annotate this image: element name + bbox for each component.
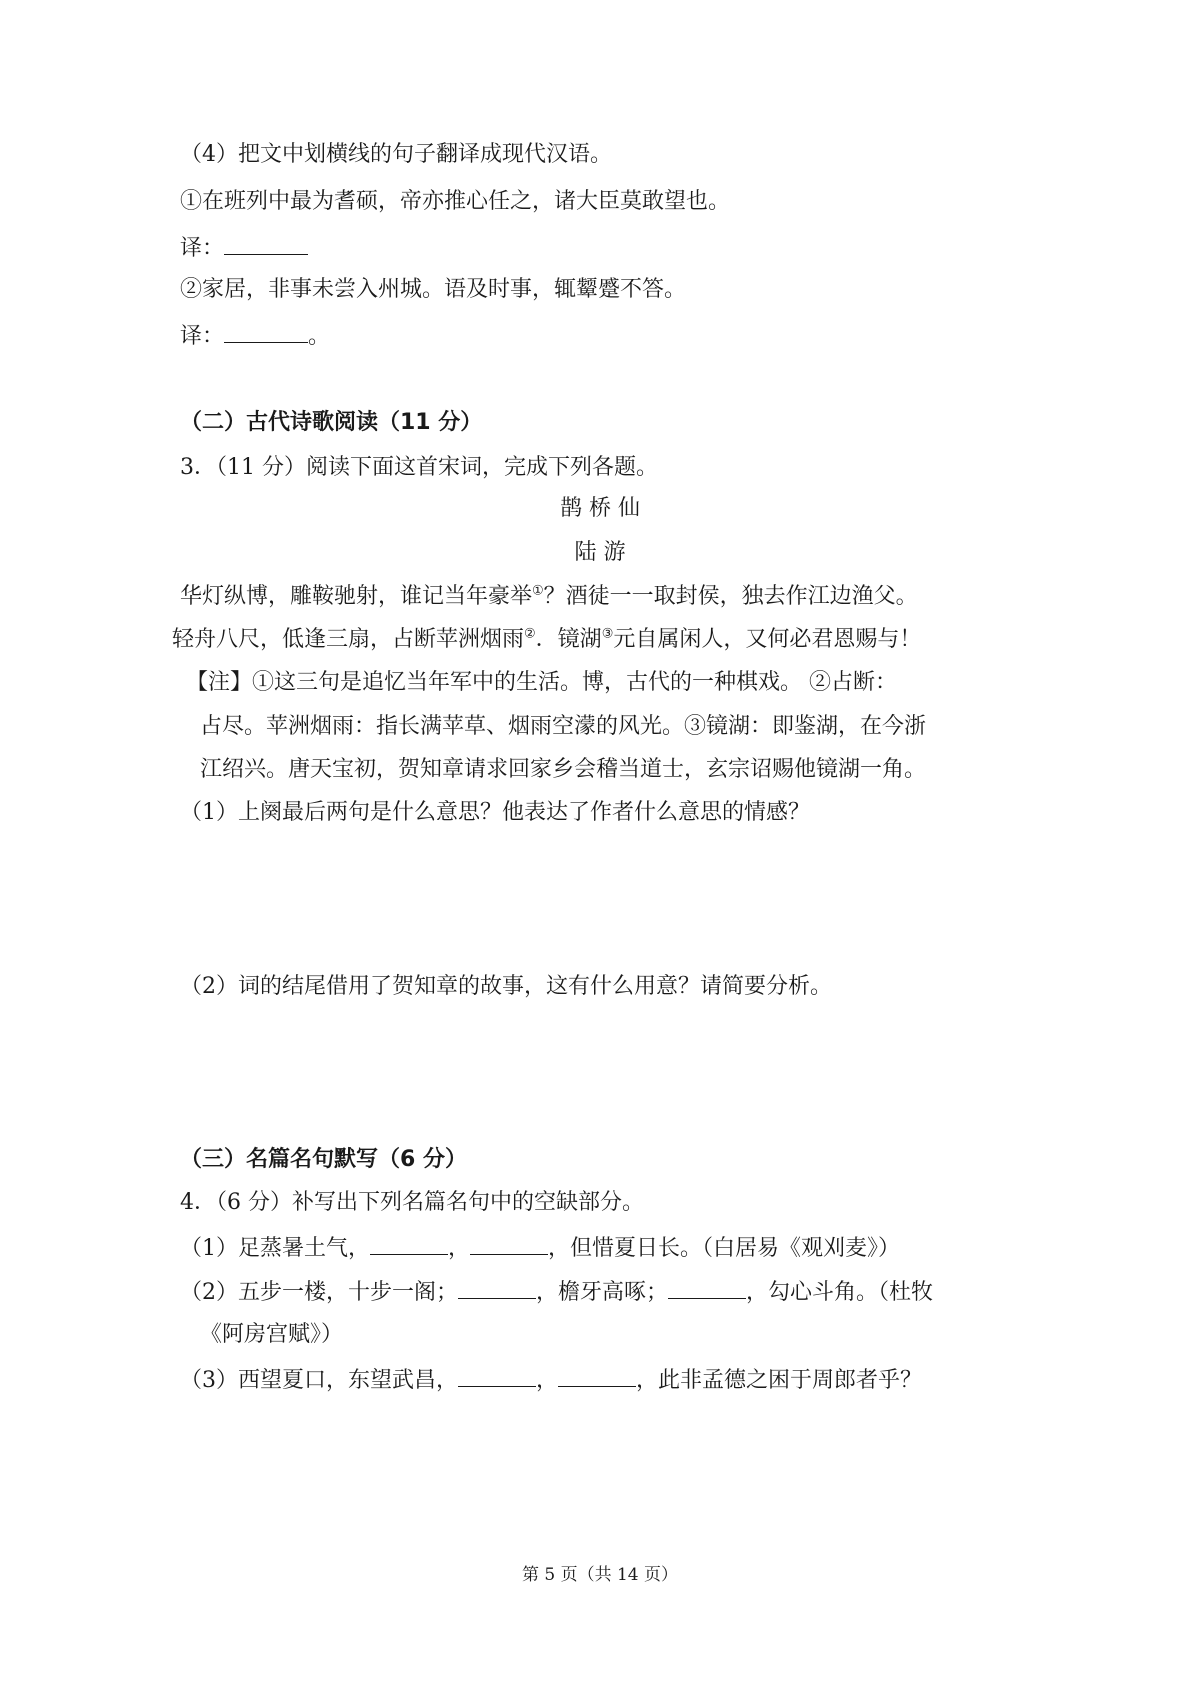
answer-blank <box>224 320 308 343</box>
answer-blank <box>458 1364 536 1387</box>
answer-blank <box>558 1364 636 1387</box>
translation-1 <box>180 232 308 264</box>
translation-label: 译： <box>180 236 225 261</box>
note-line-1: 【注】①这三句是追忆当年军中的生活。博，古代的一种棋戏。 ②占断： <box>186 670 897 695</box>
sub-question-1: （1）上阕最后两句是什么意思？他表达了作者什么意思的情感？ <box>180 800 810 825</box>
q4-heading: （4）把文中划横线的句子翻译成现代汉语。 <box>180 142 612 167</box>
section-2-title: （二）古代诗歌阅读（11 分） <box>180 410 483 435</box>
poem-title: 鹊 桥 仙 <box>560 496 640 521</box>
answer-blank <box>224 232 308 255</box>
note-line-3: 江绍兴。唐天宝初，贺知章请求回家乡会稽当道士，玄宗诏赐他镜湖一角。 <box>200 757 927 782</box>
answer-blank <box>370 1232 448 1255</box>
period: 。 <box>308 324 331 349</box>
footnote-mark: ② <box>524 626 536 642</box>
question-4: 4．（6 分）补写出下列名篇名句中的空缺部分。 <box>180 1190 644 1215</box>
translation-2 <box>180 320 330 352</box>
answer-blank <box>668 1276 746 1299</box>
fill-line-2: （2）五步一楼，十步一阁； ，檐牙高啄； ，勾心斗角。（杜牧 <box>180 1276 933 1308</box>
question-3: 3．（11 分）阅读下面这首宋词，完成下列各题。 <box>180 455 658 480</box>
footnote-mark: ① <box>532 583 544 599</box>
footnote-mark: ③ <box>601 626 614 642</box>
sentence-1: ①在班列中最为耆硕，帝亦推心任之，诸大臣莫敢望也。 <box>180 189 731 214</box>
answer-blank <box>458 1276 536 1299</box>
poem-author: 陆 游 <box>574 540 626 565</box>
poem-line-1: 华灯纵博，雕鞍驰射，谁记当年豪举①？酒徒一一取封侯，独去作江边渔父。 <box>180 583 918 609</box>
answer-blank <box>470 1232 548 1255</box>
fill-line-1: （1）足蒸暑土气， ， ，但惜夏日长。（白居易《观刈麦》） <box>180 1232 900 1264</box>
section-3-title: （三）名篇名句默写（6 分） <box>180 1147 467 1172</box>
translation-label: 译： <box>180 324 225 349</box>
fill-line-2-cont: 《阿房宫赋》） <box>200 1322 344 1347</box>
sub-question-2: （2）词的结尾借用了贺知章的故事，这有什么用意？请简要分析。 <box>180 974 832 999</box>
fill-line-3: （3）西望夏口，东望武昌， ， ，此非孟德之困于周郎者乎？ <box>180 1364 922 1396</box>
page-footer: 第 5 页（共 14 页） <box>521 1565 679 1585</box>
poem-line-2: 轻舟八尺，低逢三扇，占断苹洲烟雨②．镜湖③元自属闲人，又何必君恩赐与！ <box>172 626 922 652</box>
note-line-2: 占尽。苹洲烟雨：指长满苹草、烟雨空濛的风光。③镜湖：即鉴湖，在今浙 <box>200 714 927 739</box>
sentence-2: ②家居，非事未尝入州城。语及时事，辄颦蹙不答。 <box>180 277 687 302</box>
